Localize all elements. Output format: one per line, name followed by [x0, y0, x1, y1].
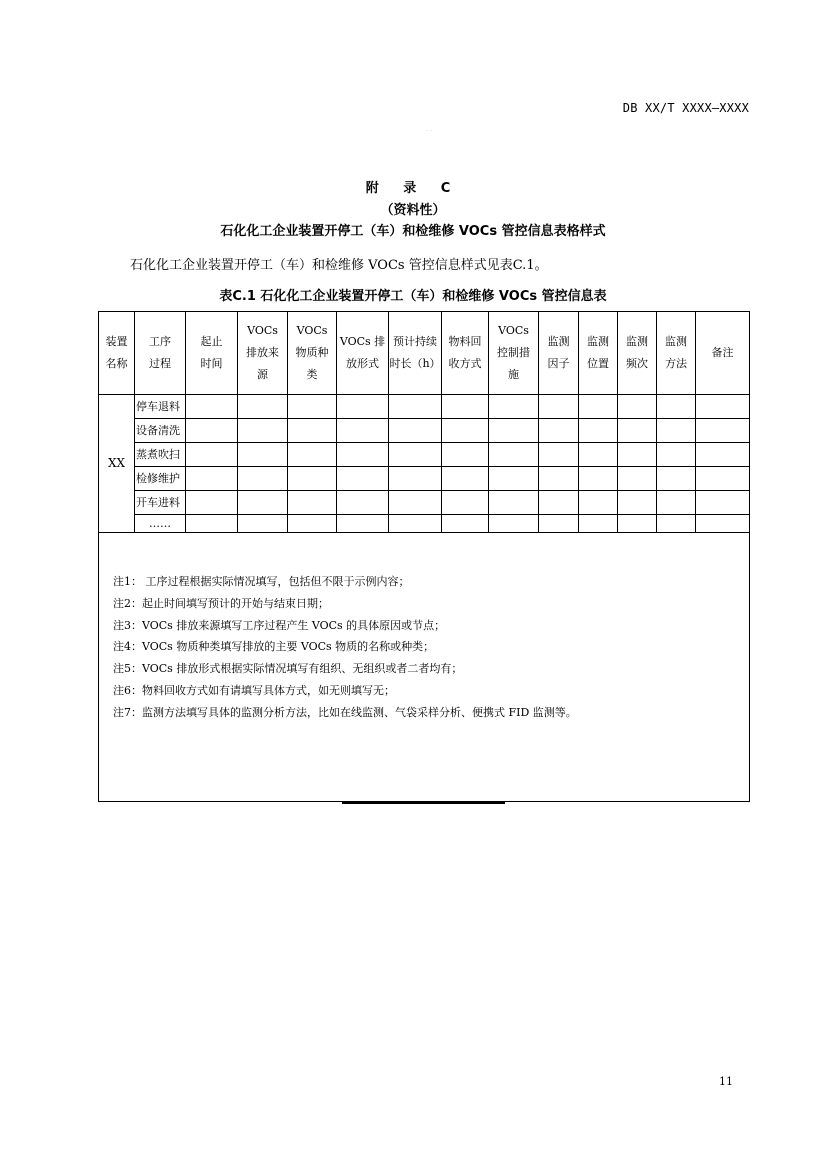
empty-data-cell[interactable] [539, 395, 579, 419]
empty-data-cell[interactable] [442, 443, 489, 467]
empty-data-cell[interactable] [579, 467, 618, 491]
empty-data-cell[interactable] [186, 491, 238, 515]
column-header-text: VOCs 排 [339, 335, 386, 348]
column-header [442, 312, 489, 395]
column-header [579, 312, 618, 395]
empty-data-cell[interactable] [657, 467, 696, 491]
column-header [696, 312, 750, 395]
empty-data-cell[interactable] [579, 419, 618, 443]
empty-data-cell[interactable] [337, 395, 389, 419]
empty-data-cell[interactable] [489, 467, 539, 491]
empty-data-cell[interactable] [238, 491, 288, 515]
column-header [389, 312, 442, 395]
empty-data-cell[interactable] [618, 419, 657, 443]
table-row [99, 515, 750, 533]
empty-data-cell[interactable] [186, 515, 238, 533]
standard-code: DB XX/T XXXX—XXXX [622, 101, 749, 115]
intro-paragraph: 石化化工企业装置开停工（车）和检维修 VOCs 管控信息样式见表C.1。 [130, 258, 548, 273]
empty-data-cell[interactable] [657, 395, 696, 419]
column-header-text: 物质种 [295, 346, 329, 359]
table-row [99, 419, 750, 443]
empty-data-cell[interactable] [489, 395, 539, 419]
header-row [99, 312, 750, 395]
note-line: 注5：VOCs 排放形式根据实际情况填写有组织、无组织或者二者均有； [113, 662, 463, 676]
empty-data-cell[interactable] [389, 443, 442, 467]
end-rule [342, 802, 505, 804]
empty-data-cell[interactable] [579, 395, 618, 419]
empty-data-cell[interactable] [442, 467, 489, 491]
vocs-info-table [98, 311, 750, 802]
column-header-text: VOCs [247, 324, 278, 337]
table-caption: 表C.1 石化化工企业装置开停工（车）和检维修 VOCs 管控信息表 [219, 289, 607, 304]
empty-data-cell[interactable] [389, 491, 442, 515]
column-header-text: 装置 [105, 335, 128, 348]
notes-cell [99, 533, 750, 802]
process-step-cell[interactable]: 开车进料 [135, 491, 186, 515]
column-header-text: 因子 [547, 357, 570, 370]
empty-data-cell[interactable] [489, 515, 539, 533]
column-header-text: 预计持续 [393, 335, 437, 348]
column-header-text: 收方式 [448, 357, 482, 370]
column-header-text: 方法 [665, 357, 687, 370]
column-header [186, 312, 238, 395]
empty-data-cell[interactable] [618, 467, 657, 491]
empty-data-cell[interactable] [238, 443, 288, 467]
empty-data-cell[interactable] [618, 515, 657, 533]
column-header-text: VOCs [498, 324, 529, 337]
empty-data-cell[interactable] [238, 419, 288, 443]
column-header [99, 312, 135, 395]
empty-data-cell[interactable] [389, 395, 442, 419]
empty-data-cell[interactable] [288, 467, 337, 491]
empty-data-cell[interactable] [337, 443, 389, 467]
empty-data-cell[interactable] [337, 419, 389, 443]
empty-data-cell[interactable] [238, 467, 288, 491]
column-header-text: 源 [257, 368, 268, 381]
column-header [288, 312, 337, 395]
empty-data-cell[interactable] [579, 491, 618, 515]
empty-data-cell[interactable] [288, 515, 337, 533]
empty-data-cell[interactable] [238, 395, 288, 419]
empty-data-cell[interactable] [288, 491, 337, 515]
process-step-cell[interactable]: 检修维护 [135, 467, 186, 491]
empty-data-cell[interactable] [657, 515, 696, 533]
empty-data-cell[interactable] [389, 419, 442, 443]
empty-data-cell[interactable] [337, 491, 389, 515]
note-line: 注4：VOCs 物质种类填写排放的主要 VOCs 物质的名称或种类； [113, 640, 435, 654]
column-header [618, 312, 657, 395]
empty-data-cell[interactable] [489, 443, 539, 467]
empty-data-cell[interactable] [442, 395, 489, 419]
column-header-text: 监测 [626, 335, 648, 348]
column-header-text: 排放来 [246, 346, 279, 359]
empty-data-cell[interactable] [442, 419, 489, 443]
empty-data-cell[interactable] [696, 491, 750, 515]
column-header-text: 监测 [665, 335, 687, 348]
column-header-text: 名称 [105, 357, 128, 370]
empty-data-cell[interactable] [389, 515, 442, 533]
empty-data-cell[interactable] [579, 515, 618, 533]
empty-data-cell[interactable] [618, 395, 657, 419]
notes-row [99, 533, 750, 802]
column-header-text: 物料回 [448, 335, 482, 348]
column-header-text: 类 [306, 368, 318, 381]
empty-data-cell[interactable] [657, 443, 696, 467]
empty-data-cell[interactable] [288, 395, 337, 419]
column-header-text: 时长（h） [389, 357, 441, 370]
process-step-cell[interactable]: …… [135, 515, 186, 533]
column-header-text: 频次 [626, 357, 648, 370]
column-header-text: 控制措 [497, 346, 530, 359]
empty-data-cell[interactable] [657, 419, 696, 443]
empty-data-cell[interactable] [618, 443, 657, 467]
device-name-cell[interactable]: XX [99, 395, 135, 533]
empty-data-cell[interactable] [288, 419, 337, 443]
column-header [135, 312, 186, 395]
empty-data-cell[interactable] [539, 443, 579, 467]
column-header-text: 放形式 [346, 357, 379, 370]
empty-data-cell[interactable] [442, 491, 489, 515]
column-header-text: 位置 [587, 357, 609, 370]
note-line: 注1： 工序过程根据实际情况填写，包括但不限于示例内容； [113, 575, 410, 588]
table-row [99, 395, 750, 419]
empty-data-cell[interactable] [539, 419, 579, 443]
process-step-cell[interactable]: 设备清洗 [135, 419, 186, 443]
column-header-text: 监测 [587, 335, 609, 348]
empty-data-cell[interactable] [539, 515, 579, 533]
faint-mark: · · [426, 128, 432, 135]
column-header-text: 施 [508, 368, 519, 381]
empty-data-cell[interactable] [489, 419, 539, 443]
column-header-text: 起止 [200, 335, 223, 348]
empty-data-cell[interactable] [186, 395, 238, 419]
empty-data-cell[interactable] [539, 467, 579, 491]
note-line: 注7：监测方法填写具体的监测分析方法，比如在线监测、气袋采样分析、便携式 FID 监测等。 [113, 705, 577, 719]
process-step-cell[interactable]: 停车退料 [135, 395, 186, 419]
appendix-label: 附 录 C [365, 181, 461, 196]
column-header [657, 312, 696, 395]
column-header [238, 312, 288, 395]
column-header [337, 312, 389, 395]
empty-data-cell[interactable] [579, 443, 618, 467]
process-step-cell[interactable]: 蒸煮吹扫 [135, 443, 186, 467]
column-header [539, 312, 579, 395]
note-line: 注2：起止时间填写预计的开始与结束日期； [113, 596, 329, 610]
appendix-nature: （资料性） [380, 203, 446, 218]
column-header-text: 备注 [711, 346, 734, 359]
column-header-text: 工序 [149, 335, 171, 348]
empty-data-cell[interactable] [696, 515, 750, 533]
empty-data-cell[interactable] [186, 443, 238, 467]
empty-data-cell[interactable] [696, 443, 750, 467]
empty-data-cell[interactable] [489, 491, 539, 515]
empty-data-cell[interactable] [337, 515, 389, 533]
empty-data-cell[interactable] [337, 467, 389, 491]
page-number: 11 [719, 1075, 733, 1088]
note-line: 注3：VOCs 排放来源填写工序过程产生 VOCs 的具体原因或节点； [113, 618, 446, 632]
table-row [99, 467, 750, 491]
empty-data-cell[interactable] [696, 419, 750, 443]
column-header-text: 监测 [547, 335, 570, 348]
empty-data-cell[interactable] [288, 443, 337, 467]
appendix-title: 石化化工企业装置开停工（车）和检维修 VOCs 管控信息表格样式 [220, 224, 606, 239]
column-header [489, 312, 539, 395]
empty-data-cell[interactable] [186, 419, 238, 443]
empty-data-cell[interactable] [238, 515, 288, 533]
empty-data-cell[interactable] [186, 467, 238, 491]
column-header-text: 时间 [200, 357, 223, 370]
empty-data-cell[interactable] [618, 491, 657, 515]
empty-data-cell[interactable] [696, 467, 750, 491]
empty-data-cell[interactable] [657, 491, 696, 515]
empty-data-cell[interactable] [389, 467, 442, 491]
table-body [99, 312, 750, 802]
note-line: 注6：物料回收方式如有请填写具体方式，如无则填写无； [113, 683, 395, 697]
table-row [99, 491, 750, 515]
empty-data-cell[interactable] [696, 395, 750, 419]
table-row [99, 443, 750, 467]
column-header-text: VOCs [296, 324, 328, 337]
column-header-text: 过程 [149, 357, 171, 370]
empty-data-cell[interactable] [442, 515, 489, 533]
empty-data-cell[interactable] [539, 491, 579, 515]
